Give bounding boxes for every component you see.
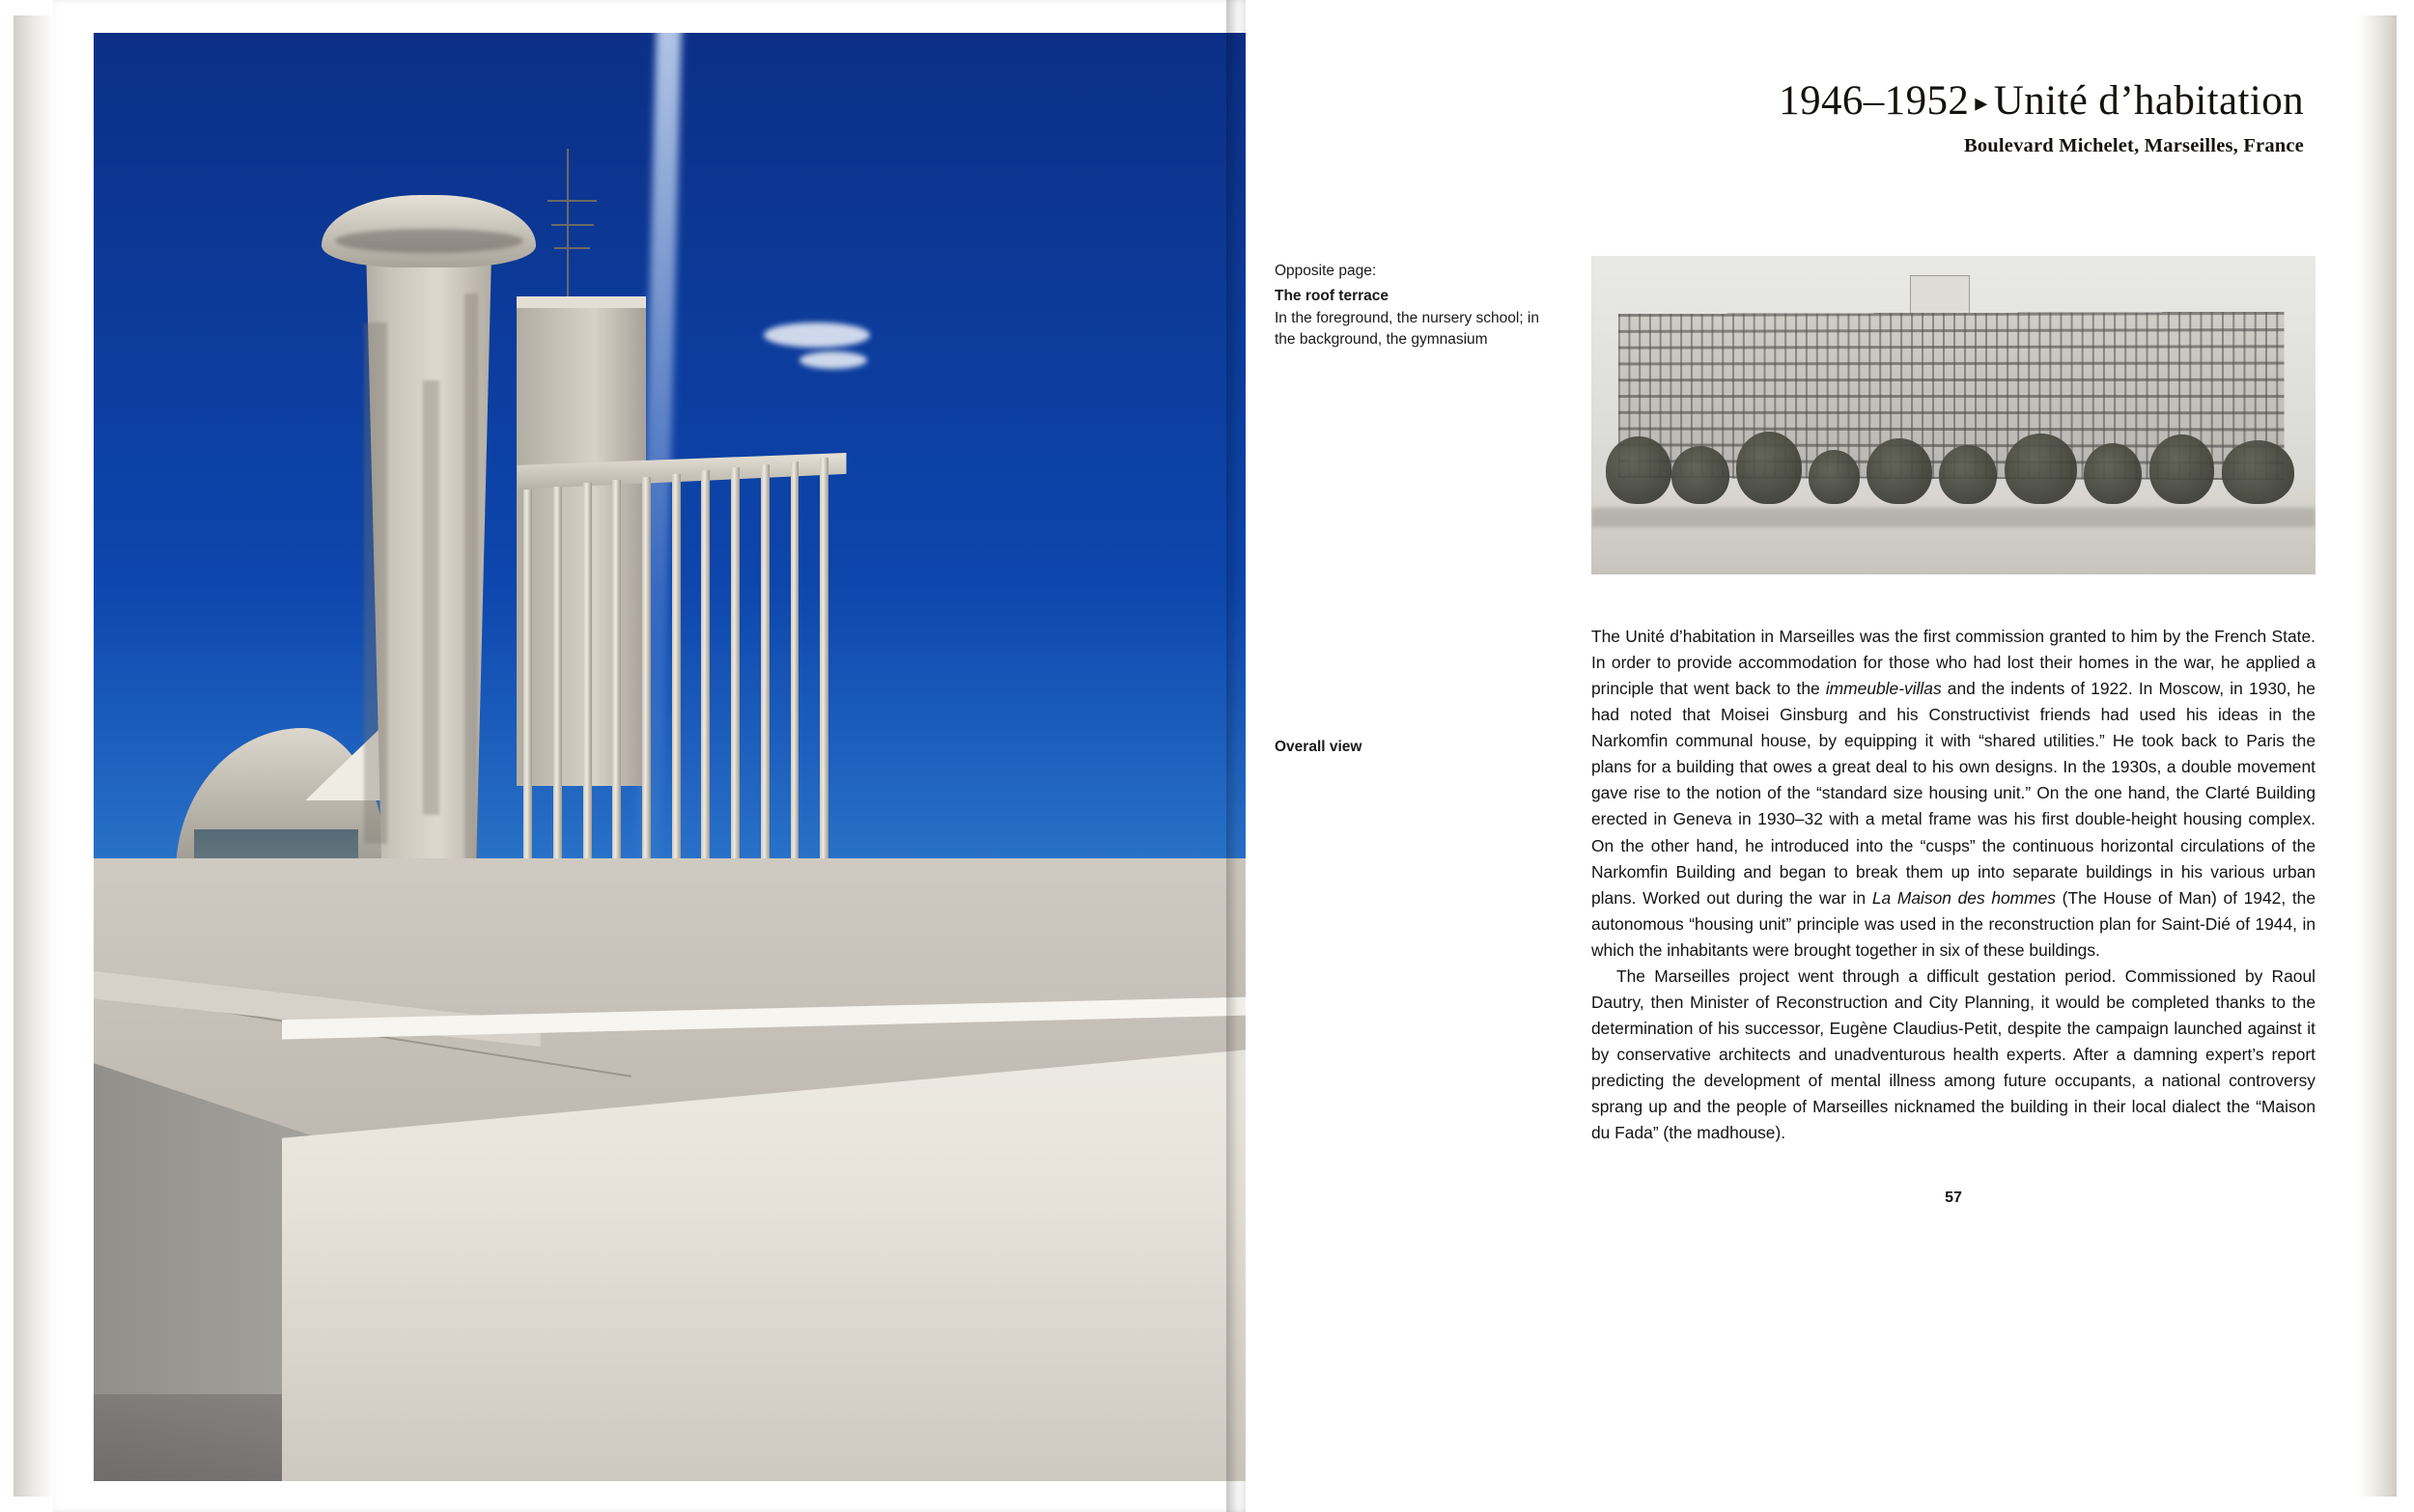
page-number: 57 — [1945, 1190, 1962, 1206]
left-page-edge — [14, 15, 56, 1497]
pergola-column — [642, 477, 651, 883]
concrete-streak — [423, 380, 439, 815]
body-text — [1591, 624, 2316, 1146]
overall-view-photograph — [1591, 256, 2316, 574]
tree — [1939, 445, 1997, 505]
caption-title: The roof terrace — [1275, 287, 1389, 304]
title-name: Unité d’habitation — [1993, 78, 2304, 124]
paragraph-2: The Marseilles project went through a difficult gestation period. Commissioned by Raoul Dautry, then Minister of Reconstruction and City Planning, it would be completed thanks to the determination of his successor, Eugène Claudius-Petit, despite the campaign launched against it by conservative architects and unadventurous health experts. After a damning expert’s report predicting the development of mental illness among future occupants, a national controversy sprang up and the people of Marseilles nicknamed the building in their local dialect the “Maison du Fada” (the madhouse). — [1591, 966, 2316, 1143]
pergola-column — [672, 474, 681, 881]
pergola-column — [523, 490, 532, 896]
concrete-streak — [464, 294, 479, 873]
antenna-arm — [554, 247, 590, 249]
ground-shadow — [1591, 508, 2316, 527]
tree — [1809, 450, 1860, 505]
tree-row — [1591, 422, 2316, 505]
overall-view-caption: Overall view — [1275, 739, 1362, 755]
roof-terrace-photograph — [94, 33, 1270, 1481]
concrete-streak — [364, 322, 387, 844]
pergola-column — [761, 464, 770, 871]
antenna-arm — [547, 200, 597, 202]
left-page — [53, 0, 1246, 1512]
tree — [2005, 434, 2077, 505]
pergola-column — [731, 467, 740, 874]
opposite-page-caption — [1275, 261, 1545, 351]
cloud — [800, 351, 867, 369]
antenna-mast — [567, 149, 569, 308]
tree — [1736, 432, 1802, 505]
paragraph-1: The Unité d’habitation in Marseilles was the first commission granted to him by the French State. In order to provide accommodation for those who had lost their homes in the war, he applied a principle that went back to the immeuble-villas and the indents of 1922. In Moscow, in 1930, he had noted that Moisei Ginsburg and his Constructivist friends had used his ideas in the Narkomfin communal house, by equipping it with “shared utilities.” He took back to Paris the plans for a building that owes a great deal to his own designs. In the 1930s, a double movement gave rise to the notion of the “standard size housing unit.” On the one hand, the Clarté Building erected in Geneva in 1930–32 with a metal frame was his first double-height housing complex. On the other hand, he introduced into the “cusps” the continuous horizontal circulations of the Narkomfin Building and began to break them up into separate buildings in his various urban plans. Worked out during the war in La Maison des hommes (The House of Man) of 1942, the autonomous “housing unit” principle was used in the reconstruction plan for Saint-Dié of 1944, in which the inhabitants were brought together in six of these buildings. — [1591, 627, 2316, 960]
pergola-column — [701, 470, 710, 877]
tree — [1671, 446, 1729, 504]
page-subtitle: Boulevard Michelet, Marseilles, France — [1963, 135, 2304, 156]
tree — [1606, 436, 1671, 504]
pergola-column — [820, 458, 828, 864]
cloud — [764, 322, 870, 348]
tree — [2084, 443, 2142, 504]
pergola-column — [791, 462, 800, 868]
title-years: 1946–1952 — [1779, 78, 1970, 124]
right-page — [1246, 0, 2358, 1512]
page-title — [1531, 77, 2304, 157]
antenna-arm — [551, 224, 594, 226]
right-page-edge — [2358, 15, 2397, 1497]
caption-lead: Opposite page: — [1275, 263, 1377, 279]
tree — [2222, 440, 2294, 505]
pergola-column — [553, 487, 562, 893]
title-separator-icon: ▸ — [1975, 89, 1988, 117]
caption-body: In the foreground, the nursery school; in the background, the gymnasium — [1275, 309, 1539, 349]
pergola-column — [612, 480, 621, 886]
tree — [1867, 438, 1932, 505]
pergola-column — [583, 483, 592, 889]
tree — [2149, 434, 2215, 504]
